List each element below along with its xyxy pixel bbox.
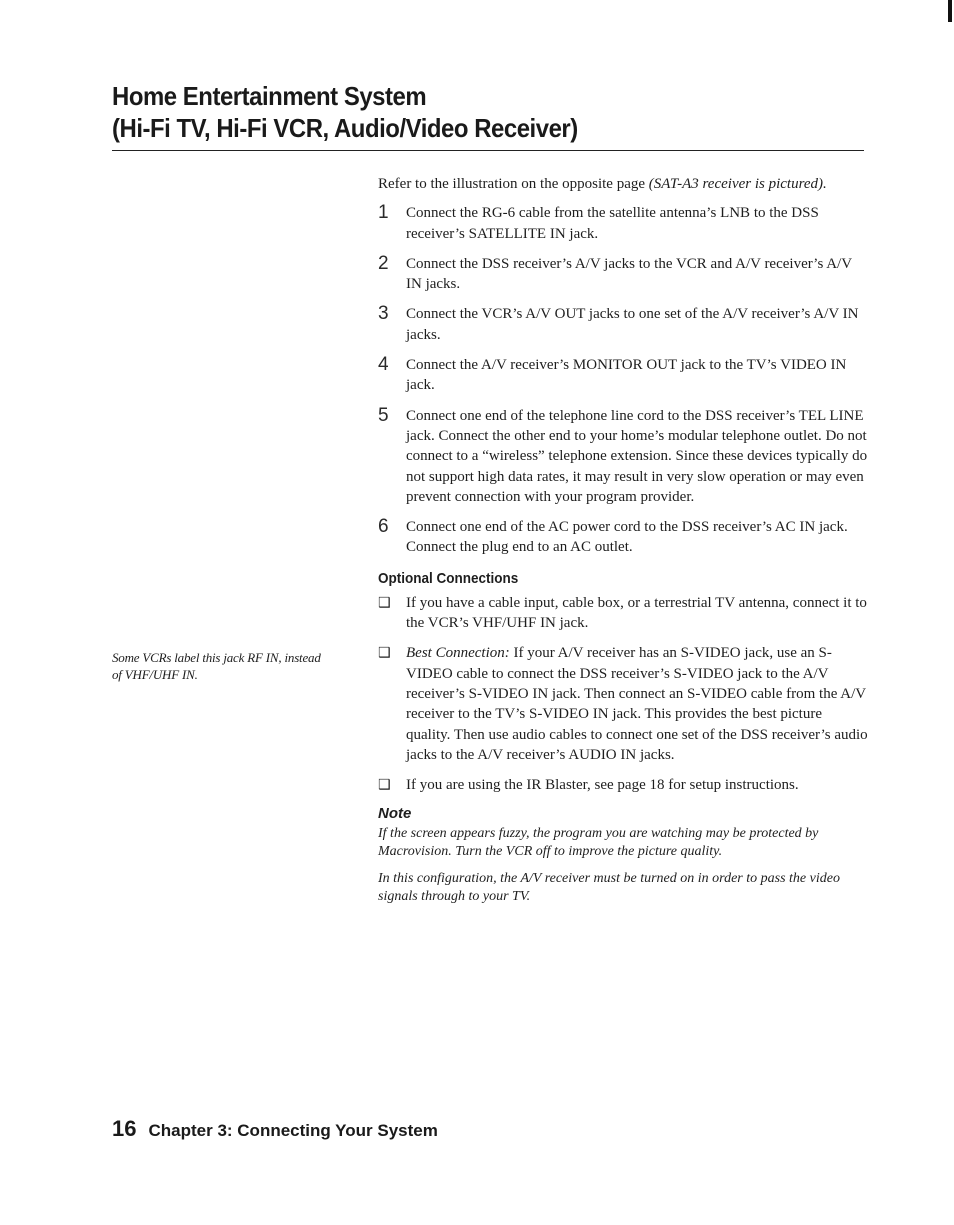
chapter-title: Chapter 3: Connecting Your System — [148, 1121, 438, 1140]
step-text: Connect the RG-6 cable from the satellite antenna’s LNB to the DSS receiver’s SATELLITE IN jack. — [406, 205, 819, 242]
step-text: Connect one end of the telephone line cord to the DSS receiver’s TEL LINE jack. Connect the other end to your home’s modular telephone outlet. Do not connect to a “wireless” telephone extension. Since these devices typically do not support high data rates, it may result in very slow operation or may even prevent connection with your program provider. — [406, 407, 868, 505]
bullet-body: If your A/V receiver has an S-VIDEO jack, use an S-VIDEO cable to connect the DSS receiver’s S-VIDEO jack to the A/V receiver’s S-VIDEO IN jack. Then connect an S-VIDEO cable from the A/V receiver to the TV’s S-VIDEO IN jack. This provides the best picture quality. Then use audio cables to connect one set of the DSS receiver’s audio jacks to the A/V receiver’s AUDIO IN jacks. — [406, 645, 868, 763]
bullet-body: If you are using the IR Blaster, see page 18 for setup instructions. — [406, 777, 799, 794]
optional-bullets — [378, 593, 868, 796]
checkbox-bullet-icon: ❑ — [378, 645, 391, 662]
step-number: 4 — [378, 354, 389, 376]
bullet-text — [406, 643, 868, 765]
note-heading: Note — [378, 805, 412, 823]
step-number: 2 — [378, 252, 389, 274]
bullet-text — [406, 593, 868, 634]
step-text: Connect the VCR’s A/V OUT jacks to one set of the A/V receiver’s A/V IN jacks. — [406, 306, 859, 343]
bullet-item — [378, 775, 868, 795]
page-heading — [112, 80, 804, 144]
bullet-lead: Best Connection: — [406, 645, 510, 662]
intro-italic: (SAT-A3 receiver is pictured). — [648, 176, 827, 192]
step-text: Connect one end of the AC power cord to the DSS receiver’s AC IN jack. Connect the plug end to an AC outlet. — [406, 519, 848, 556]
steps-list — [378, 203, 868, 557]
page-number: 16 — [112, 1116, 137, 1141]
step-text: Connect the A/V receiver’s MONITOR OUT jack to the TV’s VIDEO IN jack. — [406, 357, 847, 394]
step-item — [378, 254, 868, 295]
heading-line-2: (Hi-Fi TV, Hi-Fi VCR, Audio/Video Receiver) — [112, 113, 578, 143]
main-column — [378, 174, 868, 915]
step-number: 6 — [378, 516, 389, 538]
heading-line-1: Home Entertainment System — [112, 81, 427, 111]
bullet-body: If you have a cable input, cable box, or a terrestrial TV antenna, connect it to the VCR’s VHF/UHF IN jack. — [406, 594, 867, 632]
bullet-item — [378, 593, 868, 634]
note-paragraph: If the screen appears fuzzy, the program you are watching may be protected by Macrovision. Turn the VCR off to improve the picture quality. — [378, 826, 819, 860]
intro-text: Refer to the illustration on the opposite page — [378, 176, 649, 192]
step-item — [378, 304, 868, 345]
checkbox-bullet-icon: ❑ — [378, 594, 391, 611]
step-text: Connect the DSS receiver’s A/V jacks to the VCR and A/V receiver’s A/V IN jacks. — [406, 255, 852, 293]
bullet-item — [378, 643, 868, 765]
step-item — [378, 517, 868, 558]
page-footer — [112, 1116, 438, 1142]
checkbox-bullet-icon: ❑ — [378, 777, 391, 794]
heading-rule — [112, 150, 864, 151]
intro-paragraph — [378, 174, 868, 194]
step-item — [378, 406, 868, 507]
optional-connections-heading: Optional Connections — [378, 569, 519, 587]
sidebar-note: Some VCRs label this jack RF IN, instead of VHF/UHF IN. — [112, 650, 321, 682]
step-item — [378, 203, 868, 244]
edge-mark — [948, 0, 952, 22]
step-item — [378, 355, 868, 396]
step-number: 5 — [378, 404, 389, 426]
note-paragraph: In this configuration, the A/V receiver must be turned on in order to pass the video signals through to your TV. — [378, 871, 840, 905]
step-number: 3 — [378, 303, 389, 325]
bullet-text — [406, 775, 868, 795]
step-number: 1 — [378, 202, 389, 224]
